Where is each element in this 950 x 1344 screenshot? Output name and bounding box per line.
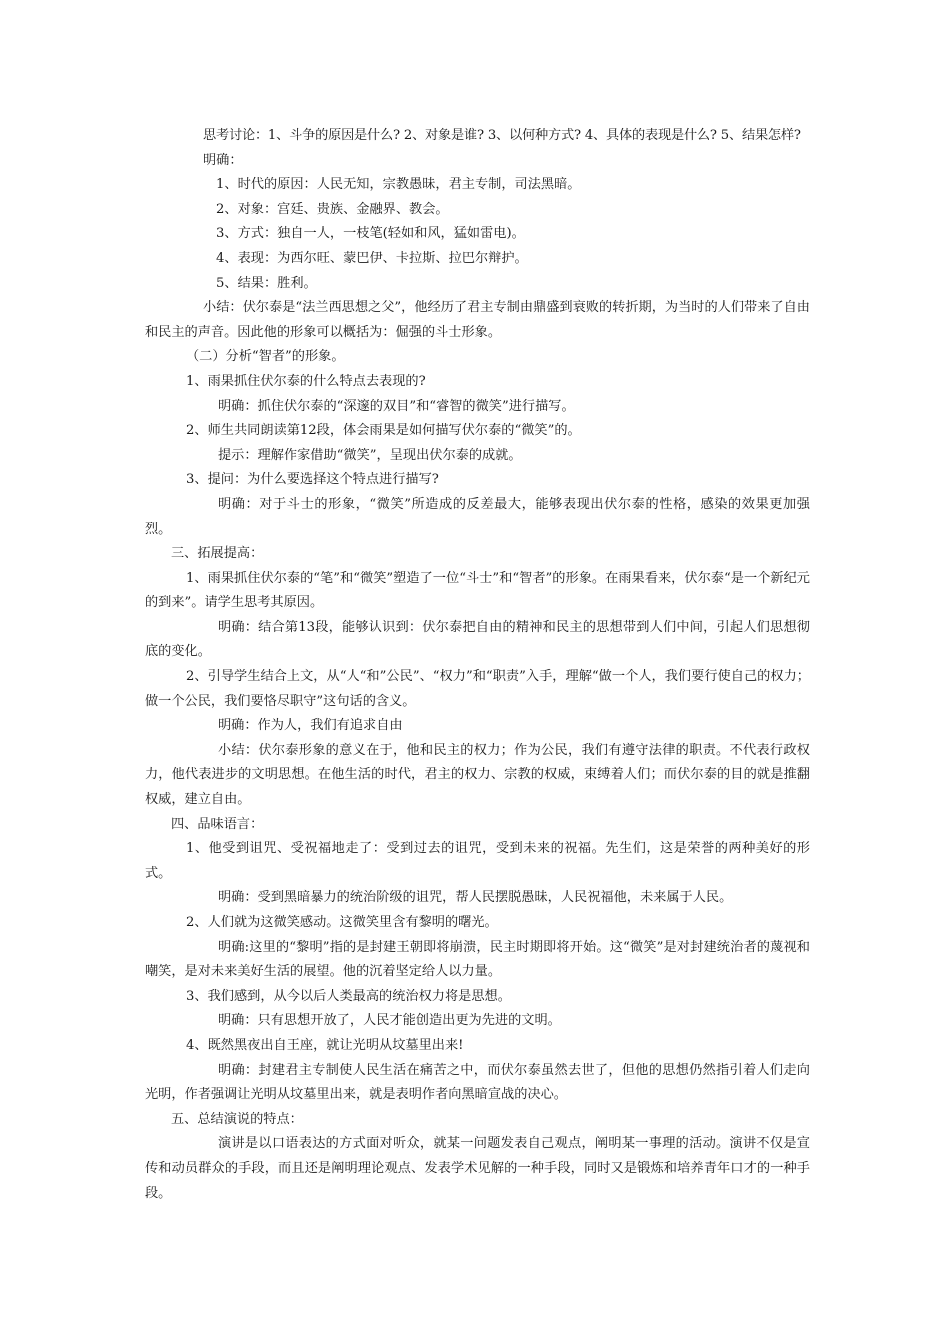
- paragraph: 明确：只有思想开放了，人民才能创造出更为先进的文明。: [218, 1013, 561, 1029]
- paragraph: 1、雨果抓住伏尔泰的什么特点去表现的?: [186, 373, 426, 389]
- paragraph: 2、对象：宫廷、贵族、金融界、教会。: [216, 201, 449, 217]
- paragraph: 1、他受到诅咒、受祝福地走了：受到过去的诅咒，受到未来的祝福。先生们，这是荣誉的两种美好的形式。: [145, 841, 810, 881]
- paragraph: 明确：作为人，我们有追求自由: [218, 718, 403, 734]
- paragraph: 3、方式：独自一人，一枝笔(轻如和风，猛如雷电)。: [216, 226, 525, 242]
- paragraph: 小结：伏尔泰形象的意义在于，他和民主的权力；作为公民，我们有遵守法律的职责。不代表行政权力，他代表进步的文明思想。在他生活的时代，君主的权力、宗教的权威，束缚着人们；而伏尔泰的目的就是推翻权威，建立自由。: [145, 742, 810, 808]
- paragraph: 三、拓展提高：: [171, 546, 264, 562]
- paragraph: 提示：理解作家借助“微笑”，呈现出伏尔泰的成就。: [218, 447, 522, 463]
- paragraph: 思考讨论：1、斗争的原因是什么? 2、对象是谁? 3、以何种方式? 4、具体的表现是什么? 5、结果怎样?: [203, 128, 801, 143]
- paragraph: 明确：抓住伏尔泰的“深邃的双目”和“睿智的微笑”进行描写。: [218, 398, 575, 414]
- paragraph: 4、既然黑夜出自王座，就让光明从坟墓里出来!: [186, 1037, 464, 1053]
- paragraph: 3、我们感到，从今以后人类最高的统治权力将是思想。: [186, 988, 511, 1004]
- paragraph: 明确：受到黑暗暴力的统治阶级的诅咒，帮人民摆脱愚昧，人民祝福他，未来属于人民。: [218, 890, 733, 906]
- paragraph: 明确：封建君主专制使人民生活在痛苦之中，而伏尔泰虽然去世了，但他的思想仍然指引着人们走向光明，作者强调让光明从坟墓里出来，就是表明作者向黑暗宣战的决心。: [145, 1062, 810, 1103]
- paragraph: 2、师生共同朗读第12段，体会雨果是如何描写伏尔泰的“微笑”的。: [186, 423, 581, 439]
- paragraph: 3、提问：为什么要选择这个特点进行描写?: [186, 472, 439, 488]
- paragraph: （二）分析“智者”的形象。: [186, 349, 345, 365]
- paragraph: 4、表现：为西尔旺、蒙巴伊、卡拉斯、拉巴尔辩护。: [216, 250, 528, 266]
- paragraph: 明确：对于斗士的形象，“微笑”所造成的反差最大，能够表现出伏尔泰的性格，感染的效果更加强烈。: [145, 496, 810, 537]
- paragraph: 明确:这里的“黎明”指的是封建王朝即将崩溃，民主时期即将开始。这“微笑”是对封建统治者的蔑视和嘲笑，是对未来美好生活的展望。他的沉着坚定给人以力量。: [145, 939, 810, 980]
- paragraph: 四、品味语言：: [171, 816, 264, 832]
- paragraph: 2、引导学生结合上文，从“人“和”公民”、“权力”和“职责”入手，理解“做一个人，我们要行使自己的权力；做一个公民，我们要恪尽职守”这句话的含义。: [145, 669, 810, 709]
- paragraph: 演讲是以口语表达的方式面对听众，就某一问题发表自己观点，阐明某一事理的活动。演讲不仅是宣传和动员群众的手段，而且还是阐明理论观点、发表学术见解的一种手段，同时又是锻炼和培养青年口才的一种手段。: [145, 1136, 810, 1201]
- paragraph: 2、人们就为这微笑感动。这微笑里含有黎明的曙光。: [186, 915, 498, 930]
- paragraph: 明确：结合第13段，能够认识到：伏尔泰把自由的精神和民主的思想带到人们中间，引起人们思想彻底的变化。: [145, 619, 810, 660]
- paragraph: 五、总结演说的特点：: [171, 1111, 303, 1127]
- paragraph: 1、雨果抓住伏尔泰的“笔”和“微笑”塑造了一位“斗士”和“智者”的形象。在雨果看来，伏尔泰“是一个新纪元的到来”。请学生思考其原因。: [145, 570, 810, 611]
- paragraph: 明确：: [203, 152, 243, 168]
- paragraph: 5、结果：胜利。: [216, 275, 317, 291]
- paragraph: 小结：伏尔泰是“法兰西思想之父”，他经历了君主专制由鼎盛到衰败的转折期，为当时的人们带来了自由和民主的声音。因此他的形象可以概括为：倔强的斗士形象。: [145, 300, 810, 340]
- document-body: [145, 124, 810, 1206]
- paragraph: 1、时代的原因：人民无知，宗教愚昧，君主专制，司法黑暗。: [216, 177, 581, 193]
